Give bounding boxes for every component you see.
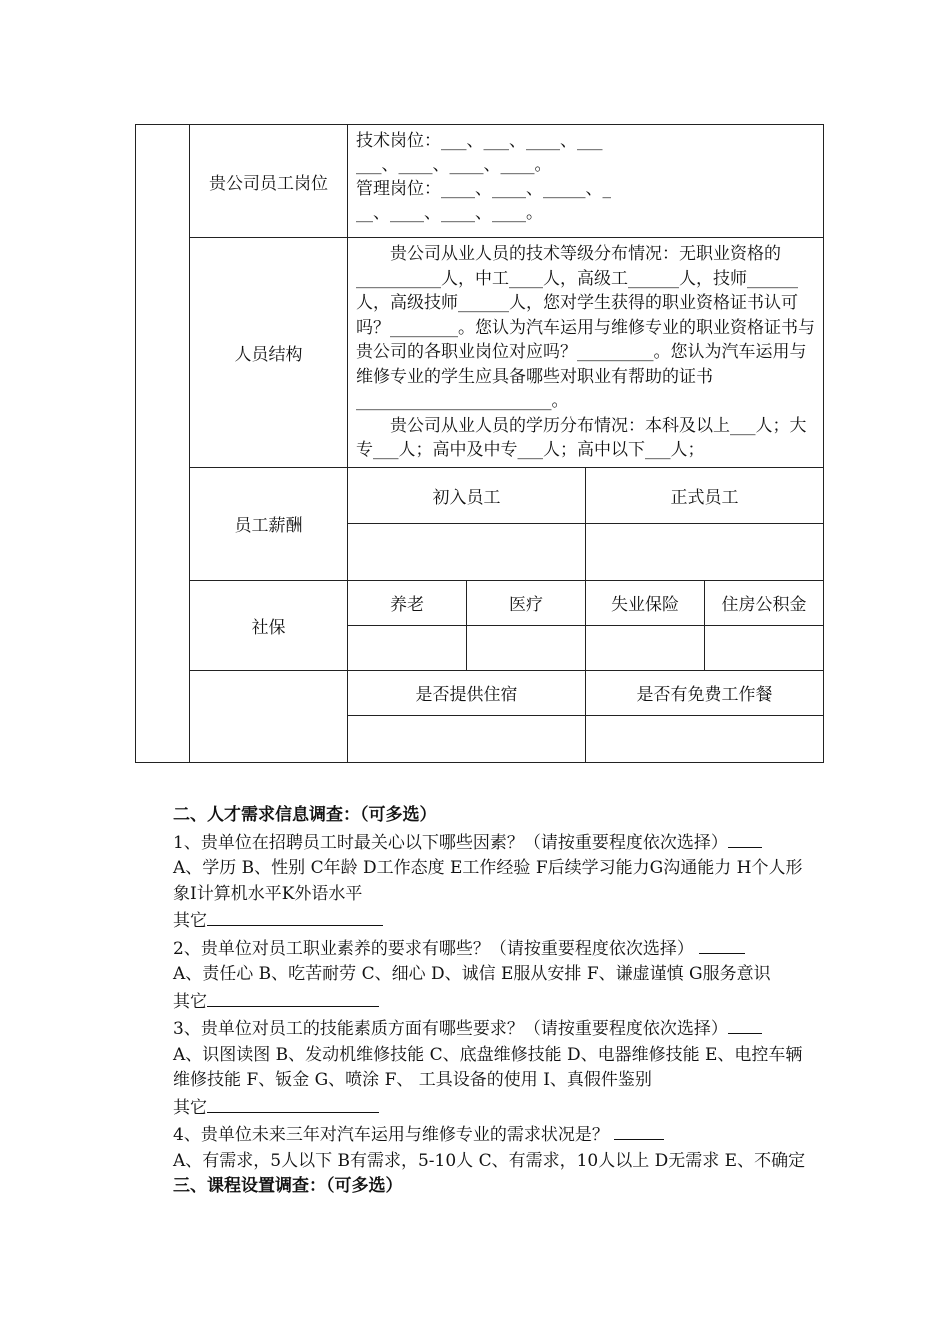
question-2-other-blank[interactable] [207,988,379,1007]
question-2-other [145,988,810,1016]
salary-formal-value[interactable] [586,523,824,580]
salary-formal-header: 正式员工 [586,467,824,523]
benefits-label-empty [190,670,348,762]
benefits-cell [348,670,824,762]
question-4-blank[interactable] [614,1121,664,1140]
social-label: 社保 [190,580,348,670]
question-2-text: 2、贵单位对员工职业素养的要求有哪些？（请按重要程度依次选择） [173,938,694,959]
question-4 [145,1121,810,1149]
section-3-heading: 三、课程设置调查：（可多选） [173,1176,403,1196]
salary-new-header: 初入员工 [348,467,586,523]
question-2-options: A、责任心 B、吃苦耐劳 C、细心 D、诚信 E服从安排 F、谦虚谨慎 G服务意识 [173,964,771,984]
question-1-other-blank[interactable] [207,907,383,926]
other-label: 其它 [173,1097,207,1118]
tech-line-2: ___、____、____、____。 [356,155,552,175]
benefits-subtable [348,671,823,762]
positions-label: 贵公司员工岗位 [190,125,348,238]
social-medical-value[interactable] [467,625,586,670]
question-2-blank[interactable] [699,935,745,954]
meal-value[interactable] [586,716,824,762]
social-pension-value[interactable] [348,625,467,670]
question-4-text: 4、贵单位未来三年对汽车运用与维修专业的需求状况是？ [173,1125,609,1145]
structure-cell [348,238,824,468]
other-label: 其它 [173,911,207,931]
social-unemployment-header: 失业保险 [586,580,705,625]
social-housing-fund-header: 住房公积金 [705,580,824,625]
question-4-options: A、有需求，5人以下 B有需求，5-10人 C、有需求，10人以上 D无需求 E、不确定 [173,1150,806,1171]
question-3-options: A、识图读图 B、发动机维修技能 C、底盘维修技能 D、电器维修技能 E、电控车辆维修技能 F、钣金 G、喷涂 F、 工具设备的使用 I、真假件鉴别 [173,1044,803,1090]
question-3-other-blank[interactable] [207,1094,379,1113]
social-unemployment-value[interactable] [586,625,705,670]
structure-paragraph-1: 贵公司从业人员的技术等级分布情况：无职业资格的__________人，中工____人，高级工______人，技师______人，高级技师______人，您对学生获得的职业资格证书认可吗？________。您认为汽车运用与维修专业的职业资格证书与贵公司的各职业岗位对应吗？_________。您认为汽车运用与维修专业的学生应具备哪些对职业有帮助的证书_______________________。 [356,244,815,411]
social-pension-header: 养老 [348,580,467,625]
meal-header: 是否有免费工作餐 [586,671,824,716]
housing-value[interactable] [348,716,586,762]
question-1-blank[interactable] [728,829,762,848]
question-2 [145,935,810,963]
social-medical-header: 医疗 [467,580,586,625]
question-3-blank[interactable] [728,1015,762,1034]
housing-header: 是否提供住宿 [348,671,586,716]
question-1 [145,829,810,857]
other-label: 其它 [173,991,207,1012]
structure-label: 人员结构 [190,238,348,468]
question-3-other [145,1094,810,1122]
section-2-heading: 二、人才需求信息调查：（可多选） [173,805,437,825]
question-1-text: 1、贵单位在招聘员工时最关心以下哪些因素？（请按重要程度依次选择） [173,832,728,853]
mgmt-line-1: 管理岗位：____、____、_____、_ [356,179,611,199]
section-2 [145,803,810,1200]
salary-new-value[interactable] [348,523,586,580]
survey-table [135,124,824,763]
positions-cell [348,125,824,238]
tech-line-1: 技术岗位：___、___、____、___ [356,131,603,151]
left-margin-cell [136,125,190,763]
structure-paragraph-2: 贵公司从业人员的学历分布情况：本科及以上___人；大专___人；高中及中专___人；高中以下___人； [356,415,807,460]
question-3 [145,1015,810,1043]
mgmt-line-2: __、____、____、____。 [356,203,543,223]
question-1-options: A、学历 B、性别 C年龄 D工作态度 E工作经验 F后续学习能力G沟通能力 H个人形象I计算机水平K外语水平 [173,858,803,904]
social-housing-fund-value[interactable] [705,625,824,670]
question-1-other [145,907,810,935]
question-3-text: 3、贵单位对员工的技能素质方面有哪些要求？（请按重要程度依次选择） [173,1019,728,1039]
salary-label: 员工薪酬 [190,467,348,580]
